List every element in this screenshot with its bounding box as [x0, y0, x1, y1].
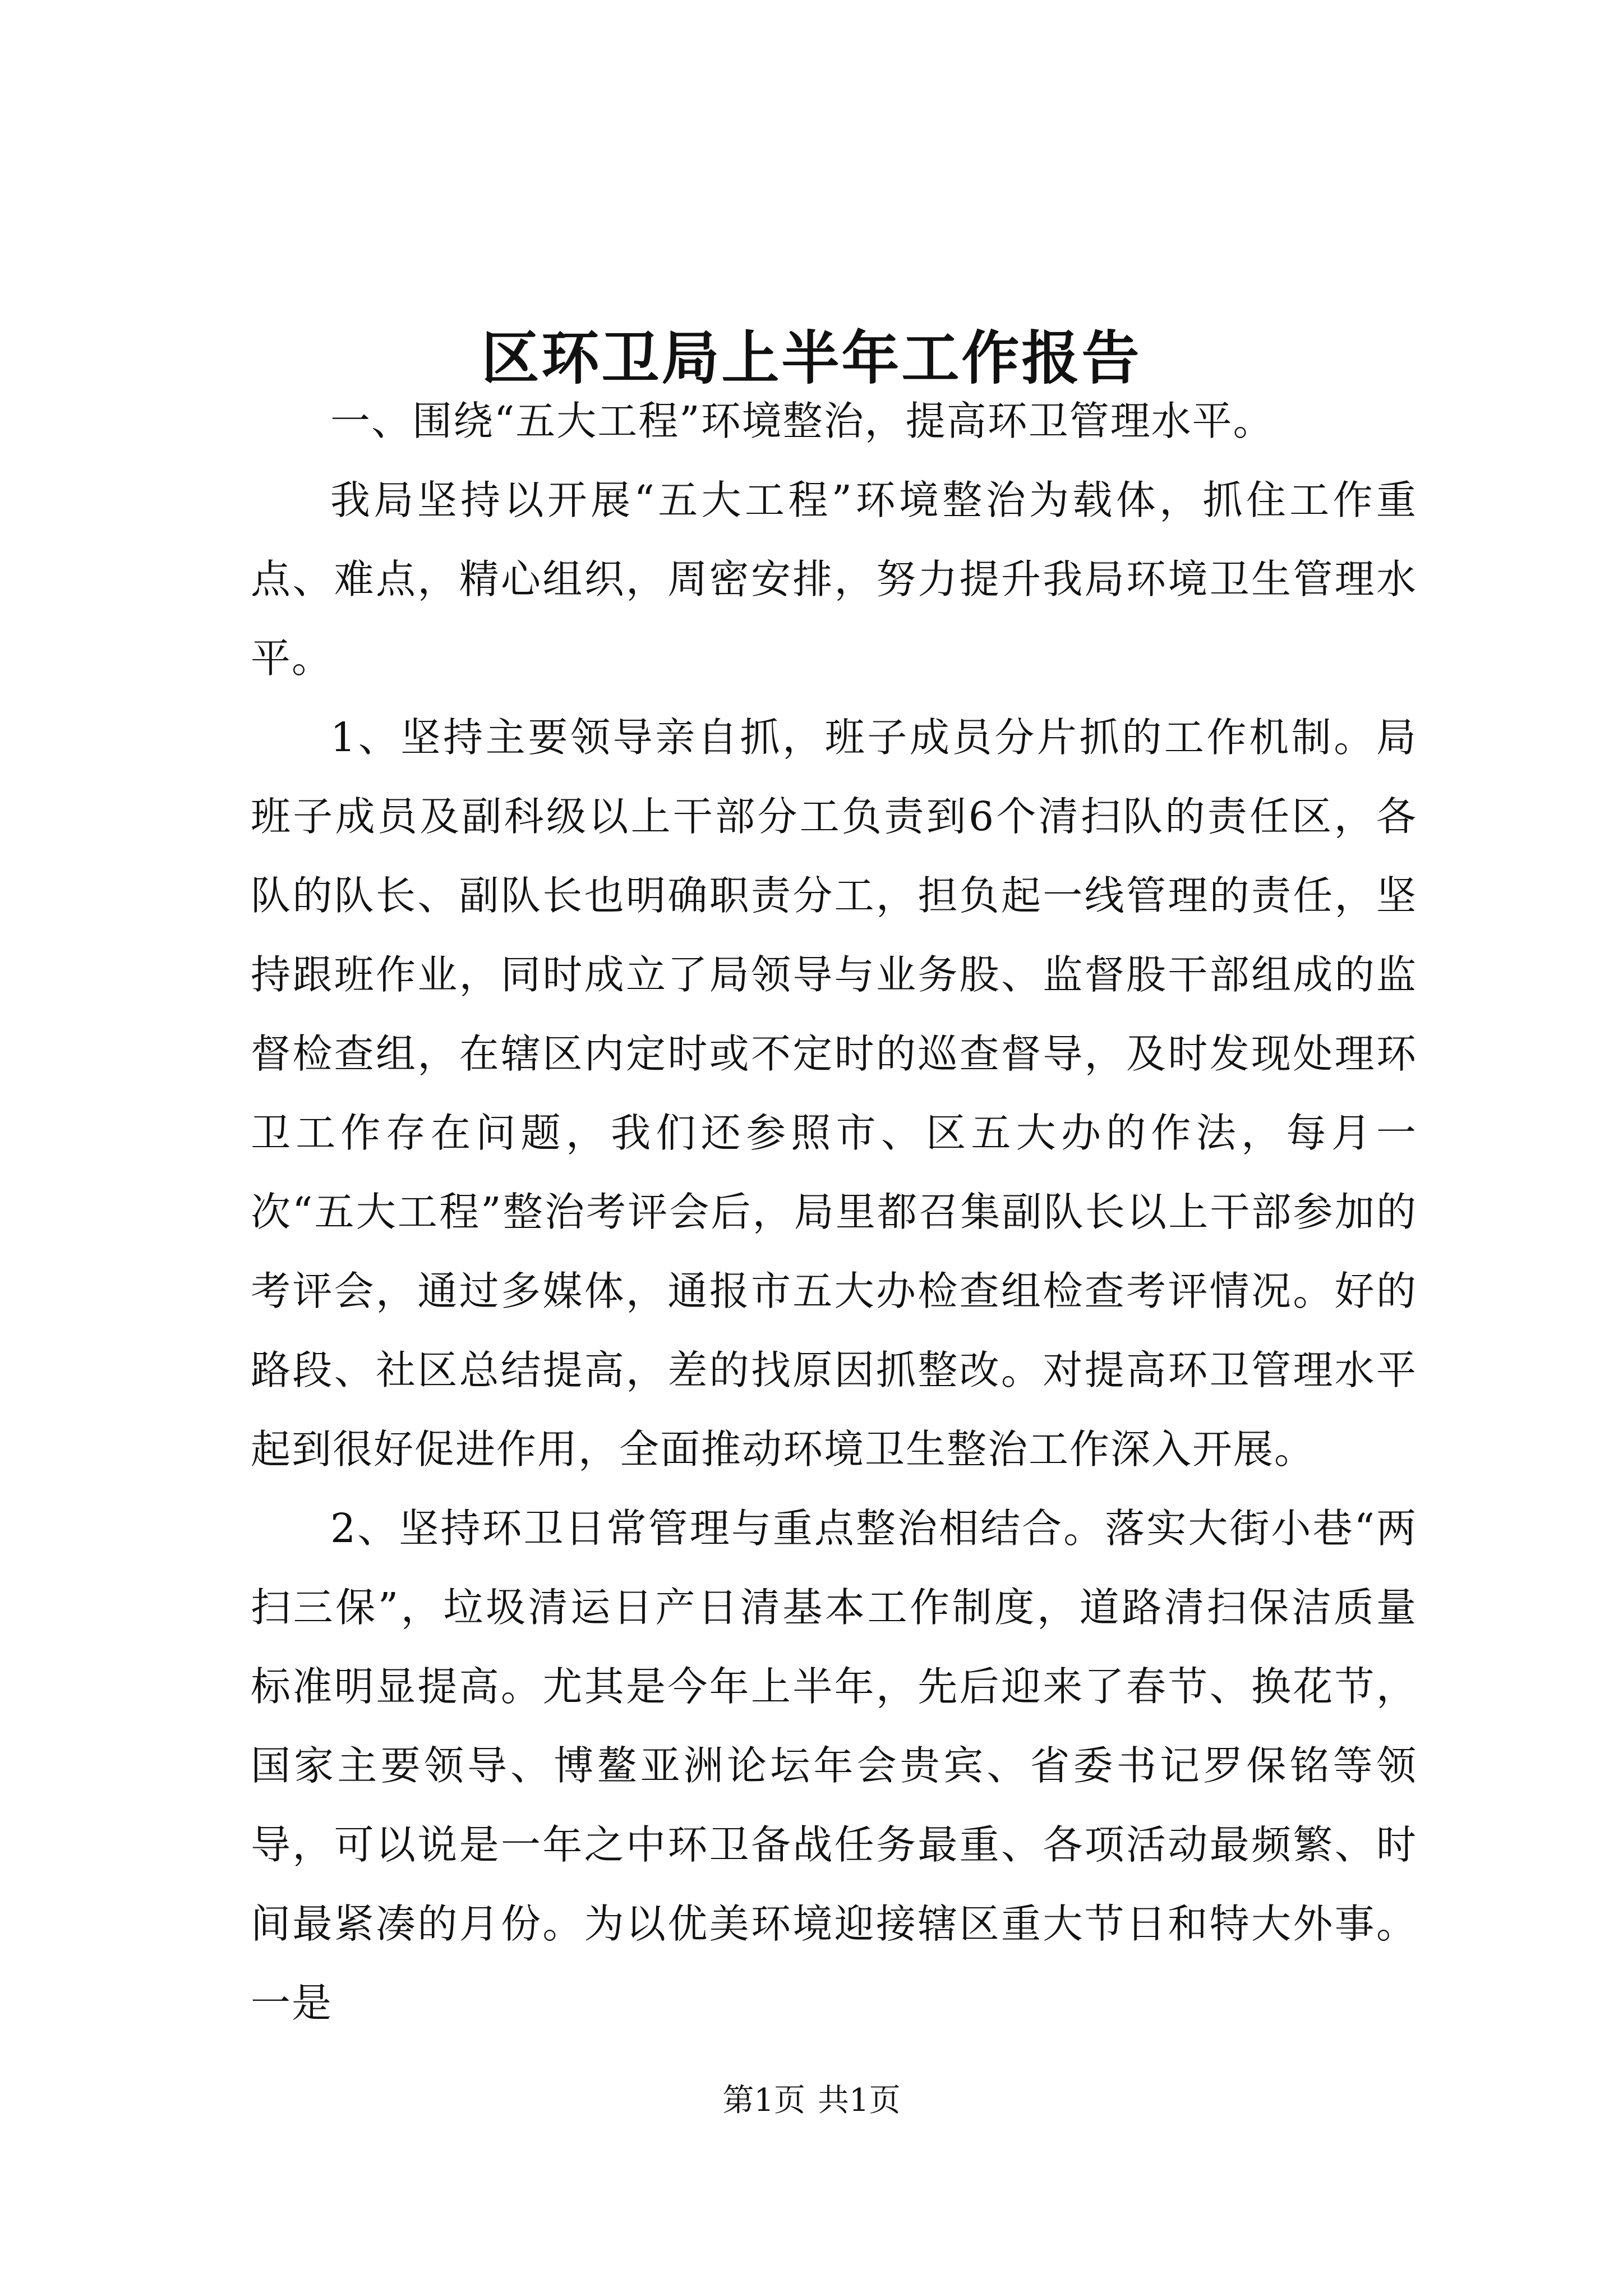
- document-title: 区环卫局上半年工作报告: [481, 324, 1142, 392]
- document-body: [251, 381, 1417, 2042]
- page-number-total: 共1页: [818, 2082, 901, 2119]
- paragraph: 2、坚持环卫日常管理与重点整治相结合。落实大街小巷“两扫三保”，垃圾清运日产日清基本工作制度，道路清扫保洁质量标准明显提高。尤其是今年上半年，先后迎来了春节、换花节，国家主要领导、博鳌亚洲论坛年会贵宾、省委书记罗保铭等领导，可以说是一年之中环卫备战任务最重、各项活动最频繁、时间最紧凑的月份。为以优美环境迎接辖区重大节日和特大外事。一是: [251, 1505, 1417, 2026]
- paragraph: 1、坚持主要领导亲自抓，班子成员分片抓的工作机制。局班子成员及副科级以上干部分工负责到6个清扫队的责任区，各队的队长、副队长也明确职责分工，担负起一线管理的责任，坚持跟班作业，同时成立了局领导与业务股、监督股干部组成的监督检查组，在辖区内定时或不定时的巡查督导，及时发现处理环卫工作存在问题，我们还参照市、区五大办的作法，每月一次“五大工程”整治考评会后，局里都召集副队长以上干部参加的考评会，通过多媒体，通报市五大办检查组检查考评情况。好的路段、社区总结提高，差的找原因抓整改。对提高环卫管理水平起到很好促进作用，全面推动环境卫生整治工作深入开展。: [251, 714, 1417, 1473]
- paragraph: 我局坚持以开展“五大工程”环境整治为载体，抓住工作重点、难点，精心组织，周密安排，努力提升我局环境卫生管理水平。: [251, 477, 1417, 682]
- page-footer: [0, 2078, 1623, 2123]
- section-heading: 一、围绕“五大工程”环境整治，提高环卫管理水平。: [330, 398, 1274, 444]
- page-number-current: 第1页: [722, 2082, 805, 2119]
